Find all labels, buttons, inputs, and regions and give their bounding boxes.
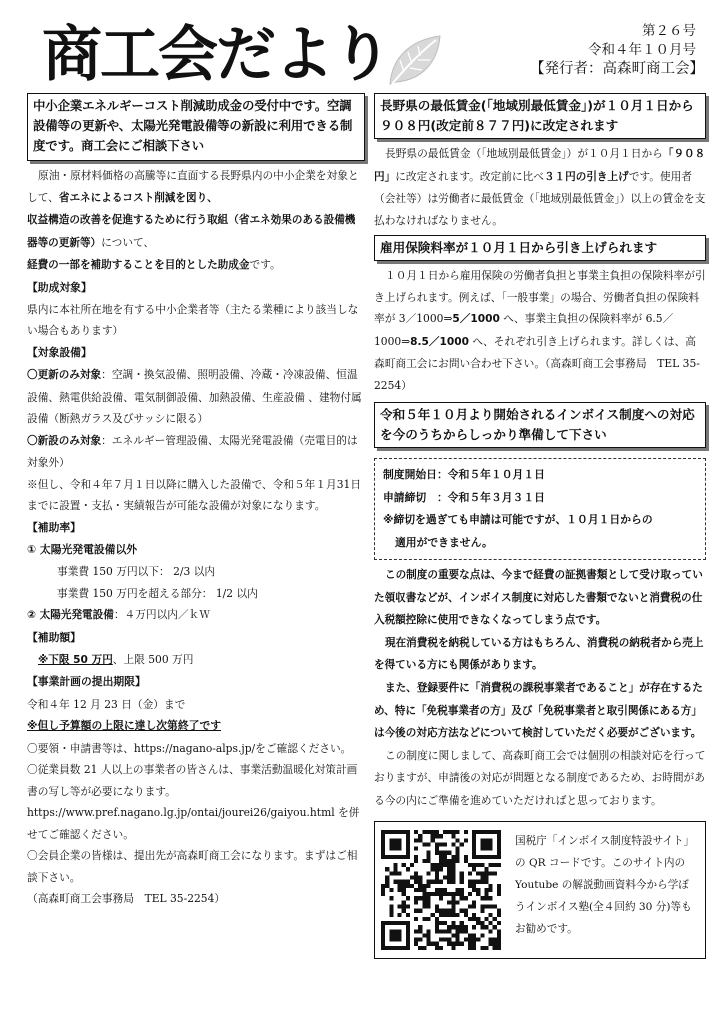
invoice-para-3: また、登録要件に「消費税の課税事業者であること」が存在するため、特に「免税事業者の方」及び「免税事業者と取引関係にある方」は今後の対応方法などについて検討していただく必要がございます。 — [374, 681, 703, 740]
qr-modules — [381, 830, 501, 950]
heading-rate: 【補助率】 — [27, 520, 81, 534]
rate-item-2-text: ：４万円以内／ｋＷ — [113, 608, 211, 622]
issue-info — [530, 22, 704, 79]
qr-box — [374, 821, 706, 959]
url-text: https://www.pref.nagano.lg.jp/ontai/jourei26/gaiyou.html を併せてご確認ください。 — [27, 806, 360, 841]
intro-emphasis-3: 経費の一部を補助することを目的とした助成金 — [27, 259, 250, 271]
wage-increase: ３１円の引き上げ — [543, 170, 629, 183]
box-note-2: 適用ができません。 — [395, 535, 493, 549]
intro-text-3: です。 — [249, 258, 281, 271]
intro-text-2: について、 — [101, 235, 155, 249]
invoice-headline: 令和５年１０月より開始されるインボイス制度への対応を今のうちからしっかり準備して下さい — [374, 402, 706, 448]
subsidy-headline: 中小企業エネルギーコスト削減助成金の受付中です。空調設備等の更新や、太陽光発電設備等の新設に利用できる制度です。商工会にご相談下さい — [27, 93, 365, 161]
wage-new-amount: 「９０８円」 — [374, 148, 706, 183]
new-equipment — [27, 430, 365, 474]
rate-item-1: ① 太陽光発電設備以外 — [27, 542, 138, 556]
deadline-text: 令和４年 12 月 23 日（金）まで — [27, 697, 186, 711]
issue-date: 令和４年１０月号 — [588, 42, 696, 58]
heading-equipment: 【対象設備】 — [27, 345, 92, 359]
ins-worker-rate: 5／1000 — [452, 313, 500, 325]
wage-headline: 長野県の最低賃金(「地域別最低賃金」)が１０月１日から９０８円(改定前８７７円)に改定されます — [374, 93, 706, 139]
amount-text — [27, 649, 365, 672]
contact-text: （高森町商工会事務局 TEL 35-2254） — [27, 892, 226, 906]
publisher: 【発行者：高森町商工会】 — [530, 61, 704, 77]
wage-body — [374, 143, 706, 231]
members-text: 〇会員企業の皆様は、提出先が高森町商工会になります。まずはご相談下さい。 — [27, 849, 358, 884]
intro-emphasis-2: 収益構造の改善を促進するために行う取組（省エネ効果のある設備機器等の更新等） — [27, 214, 356, 249]
subsidy-intro — [27, 165, 365, 277]
update-equipment — [27, 364, 365, 430]
equipment-note: ※但し、令和４年７月１日以降に購入した設備で、令和５年１月31日までに設置・支払・実績報告が可能な設備が対象になります。 — [27, 477, 362, 513]
ins-employer-rate: 8.5／1000 — [410, 335, 470, 348]
wage-text-5: です。使用者（会社等）は労働者に最低賃金（「地域別最低賃金」）以上の賃金を支払わなければなりません。 — [374, 169, 706, 227]
new-label: 〇新設のみ対象 — [27, 434, 102, 447]
insurance-body — [374, 265, 706, 396]
update-label: 〇更新のみ対象 — [27, 369, 102, 382]
guide-text: 〇要領・申請書等は、https://nagano-alps.jp/をご確認ください。 — [27, 741, 352, 755]
heading-target: 【助成対象】 — [27, 280, 92, 294]
ins-text-3: へ、事業主負担の保険料率が 6.5／1000⇒ — [374, 312, 674, 348]
ins-text-5: へ、それぞれ引き上げられます。詳しくは、高森町商工会にお問い合わせ下さい。（高森町商工会事務局 TEL 35-2254） — [374, 334, 700, 392]
rate-item-1b: 事業費 150 万円を超える部分： 1/2 以内 — [57, 586, 258, 600]
wage-text-3: に改定されます。改定前に比べ — [395, 169, 544, 183]
qr-caption: 国税庁「インボイス制度特設サイト」の QR コードです。このサイト内の Youtube の解説動画資料今から学ぼうインボイス塾(全４回約 30 分)等もお勧めです。 — [515, 834, 695, 935]
new-text: ：エネルギー管理設備、太陽光発電設備（売電目的は対象外） — [27, 433, 358, 470]
rate-item-1a: 事業費 150 万円以下： 2/3 以内 — [57, 565, 216, 579]
heading-amount: 【補助額】 — [27, 630, 81, 644]
wage-text-1: 長野県の最低賃金（「地域別最低賃金」）が１０月１日から — [385, 147, 663, 160]
update-text: ：空調・換気設備、照明設備、冷蔵・冷凍設備、恒温設備、熱電供給設備、電気制御設備、加熱設備、生産設備 、建物付属設備（断熱ガラス及びサッシに限る） — [27, 368, 362, 426]
target-text: 県内に本社所在地を有する中小企業者等（主たる業種により該当しない場合もあります） — [27, 302, 359, 338]
masthead-title: 商工会だより — [42, 20, 390, 90]
rate-item-2-label: ② 太陽光発電設備 — [27, 609, 114, 622]
invoice-para-2: 現在消費税を納税している方はもちろん、消費税の納税者から売上を得ている方にも関係があります。 — [374, 636, 704, 672]
amount-upper: 、上限 500 万円 — [112, 652, 194, 666]
box-start-date: 制度開始日：令和５年１０月１日 — [383, 468, 545, 481]
invoice-para-1: この制度の重要な点は、今まで経費の証拠書類として受け取っていた領収書などが、インボイス制度に対応した書類でないと消費税の仕入税額控除に使用できなくなってしまう点です。 — [374, 569, 703, 627]
intro-emphasis-1: 省エネによるコスト削減を図り、 — [58, 191, 218, 204]
employees-text: 〇従業員数 21 人以上の事業者の皆さんは、事業活動温暖化対策計画書の写し等が必要になります。 — [27, 763, 358, 798]
intro-text-1: 原油・原材料価格の高騰等に直面する長野県内の中小企業を対象として、 — [27, 169, 359, 204]
invoice-dates-box — [374, 458, 706, 560]
deadline-note: ※但し予算額の上限に達し次第終了です — [27, 719, 222, 733]
invoice-para-4: この制度に関しまして、高森町商工会では個別の相談対応を行っておりますが、申請後の対応が問題となる制度であるため、お時間がある今の内にご準備を進めていただければと思っております。 — [374, 748, 706, 807]
box-deadline: 申請締切 ：令和５年３月３１日 — [383, 490, 545, 504]
insurance-headline: 雇用保険料率が１０月１日から引き上げられます — [374, 235, 706, 261]
right-column — [374, 93, 706, 959]
qr-code[interactable] — [381, 828, 501, 952]
heading-deadline: 【事業計画の提出期限】 — [27, 675, 146, 689]
amount-lower: ※下限 50 万円 — [38, 653, 113, 666]
left-column — [27, 93, 365, 910]
issue-number: 第２６号 — [642, 23, 696, 39]
rate-item-2 — [27, 604, 365, 627]
ins-text-1: １０月１日から雇用保険の労働者負担と事業主負担の保険料率が引き上げられます。例えば、「一般事業」の場合、労働者負担の保険料率が 3／1000⇒ — [374, 269, 706, 325]
box-note: ※締切を過ぎても申請は可能ですが、１０月１日からの — [383, 513, 653, 526]
leaf-icon — [382, 32, 446, 90]
